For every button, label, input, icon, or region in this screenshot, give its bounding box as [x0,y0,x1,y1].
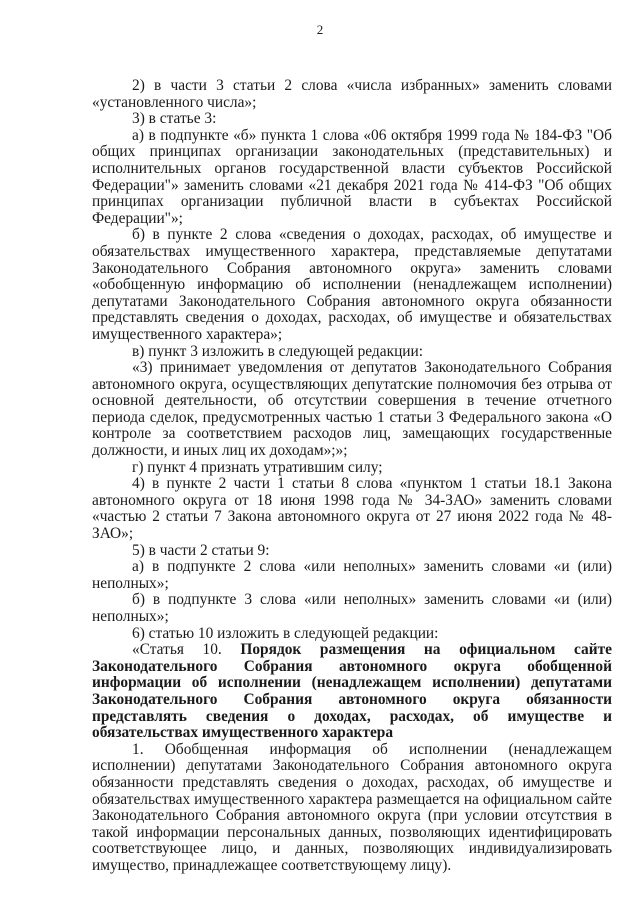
paragraph-subitem-5a: а) в подпункте 2 слова «или неполных» заменить словами «и (или) неполных»; [92,558,612,592]
paragraph-item-2: 2) в части 3 статьи 2 слова «числа избранных» заменить словами «установленного числа»; [92,77,612,111]
article-10-title: Порядок размещения на официальном сайте Законодательного Собрания автономного округа обобщенной информации об исполнении (ненадлежащем исполнении) депутатами Законодательного Собрания автономного округа обязанности представлять сведения о доходах, расходах, об имуществе и обязательствах имущественного характера [92,641,612,742]
paragraph-item-4: 4) в пункте 2 части 1 статьи 8 слова «пунктом 1 статьи 18.1 Закона автономного округа от 18 июня 1998 года № 34-ЗАО» заменить словами «частью 2 статьи 7 Закона автономного округа от 27 июня 2022 года № 48-ЗАО»; [92,475,612,543]
paragraph-subitem-3v: в) пункт 3 изложить в следующей редакции: [132,342,424,360]
paragraph-subitem-3b: б) в пункте 2 слова «сведения о доходах, расходах, об имуществе и обязательствах имущественного характера, представляемые депутатами Законодательного Собрания автономного округа» заменить словами «обобщенную информацию об исполнении (ненадлежащем исполнении) депутатами Законодательного Собрания автономного округа обязанности представлять сведения о доходах, расходах, об имуществе и обязательствах имущественного характера»; [92,226,612,343]
paragraph-subitem-3a: а) в подпункте «б» пункта 1 слова «06 октября 1999 года № 184-ФЗ "Об общих принципах организации законодательных (представительных) и исполнительных органов государственной власти субъектов Российской Федерации"» заменить словами «21 декабря 2021 года № 414-ФЗ "Об общих принципах организации публичной власти в субъектах Российской Федерации"»; [92,126,612,227]
article-10-clause-1: 1. Обобщенная информация об исполнении (ненадлежащем исполнении) депутатами Законодательного Собрания автономного округа обязанности представлять сведения о доходах, расходах, об имуществе и обязательствах имущественного характера размещается на официальном сайте Законодательного Собрания автономного округа (при условии отсутствия в такой информации персональных данных, позволяющих идентифицировать соответствующее лицо, и данных, позволяющих индивидуализировать имущество, принадлежащее соответствующему лицу). [92,740,612,874]
page-number: 2 [316,22,324,37]
paragraph-item-6: 6) статью 10 изложить в следующей редакции: [132,624,439,642]
paragraph-item-3: 3) в статье 3: [132,110,217,128]
article-10-heading [92,642,612,742]
article-10-prefix: «Статья 10. [132,641,222,659]
paragraph-quote-point-3: «3) принимает уведомления от депутатов Законодательного Собрания автономного округа, осуществляющих депутатские полномочия без отрыва от основной деятельности, об отсутствии совершения в течение отчетного периода сделок, предусмотренных частью 1 статьи 3 Федерального закона «О контроле за соответствием расходов лиц, замещающих государственные должности, и иных лиц их доходам»;»; [92,359,612,460]
paragraph-subitem-3g: г) пункт 4 признать утратившим силу; [132,458,383,476]
document-body [92,78,612,875]
paragraph-item-5: 5) в части 2 статьи 9: [132,541,270,559]
paragraph-subitem-5b: б) в подпункте 3 слова «или неполных» заменить словами «и (или) неполных»; [92,591,612,625]
